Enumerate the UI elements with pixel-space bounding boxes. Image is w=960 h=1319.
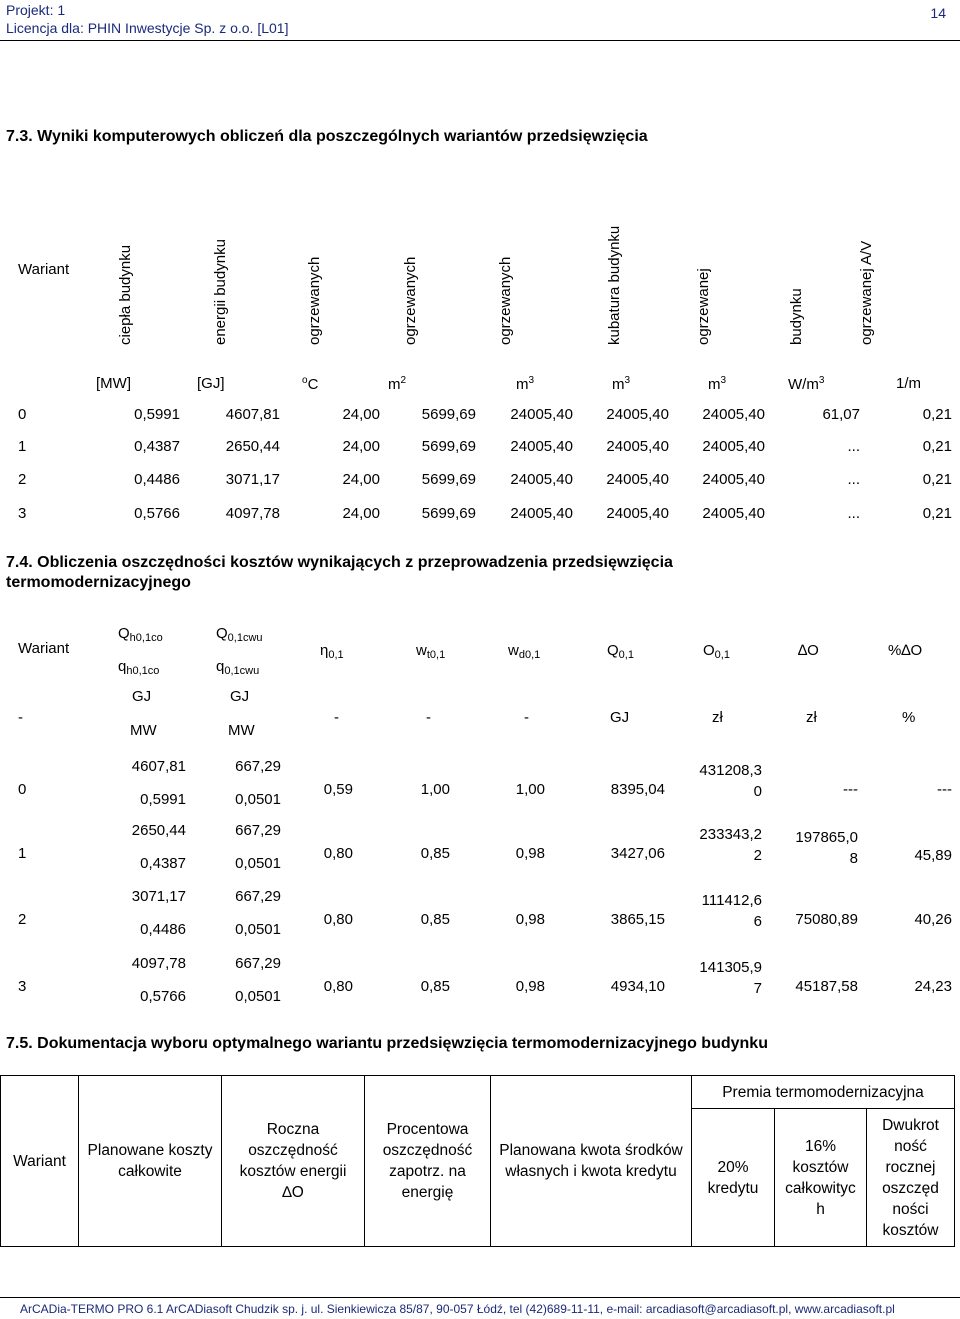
- table-cell: 5699,69: [421, 406, 476, 423]
- table-cell: 4607,81: [225, 406, 280, 423]
- unit-cell: $W/m^3$: [788, 375, 825, 393]
- footer-rule: [0, 1297, 960, 1298]
- table-cell: 24005,40: [702, 438, 765, 455]
- table-cell: 24,00: [342, 438, 380, 455]
- q1b-value: 0,4387: [140, 855, 186, 872]
- row-variant: 1: [18, 845, 27, 862]
- q01-value: 8395,04: [610, 781, 665, 798]
- percent-delta-o-value: 24,23: [914, 978, 952, 995]
- unit-cell: [MW]: [96, 375, 131, 392]
- table-cell: 0,5991: [134, 406, 180, 423]
- col-premia-dwukrotnosc: Dwukrot ność rocznej oszczęd ności kosztów: [867, 1109, 955, 1247]
- wt-value: 0,85: [420, 845, 450, 862]
- table-cell: 0,21: [922, 406, 952, 423]
- delta-o-value: 45187,58: [795, 978, 858, 995]
- col-header-4: [402, 180, 512, 345]
- unit-wd: -: [524, 709, 529, 726]
- table-cell: 24005,40: [510, 406, 573, 423]
- o01-value-line1: 111412,6: [701, 892, 762, 909]
- unit-percent: %: [902, 709, 916, 726]
- table-cell: ...: [847, 471, 860, 488]
- wd-value: 0,98: [515, 845, 545, 862]
- wd-header: $w_{d0,1}$: [508, 642, 541, 661]
- o01-value-line1: 431208,3: [699, 762, 762, 779]
- table-cell: 24005,40: [606, 438, 669, 455]
- percent-delta-o-header: %∆O: [888, 642, 923, 659]
- col-header-label: ogrzewanych: [402, 256, 419, 345]
- q2-value: 667,29: [235, 888, 281, 905]
- wt-value: 0,85: [420, 911, 450, 928]
- table-cell: 24005,40: [510, 438, 573, 455]
- col-header-label: ogrzewanej: [695, 268, 712, 345]
- table-cell: ...: [847, 438, 860, 455]
- table-cell: 0,21: [922, 438, 952, 455]
- wd-value: 1,00: [515, 781, 545, 798]
- table-cell: 0,21: [922, 505, 952, 522]
- col-planowana-kwota: Planowana kwota środków własnych i kwota kredytu: [491, 1075, 692, 1247]
- table-cell: 24005,40: [702, 406, 765, 423]
- unit-dash: -: [18, 709, 23, 726]
- table-cell: 24,00: [342, 471, 380, 488]
- unit-o01: zł: [712, 709, 723, 726]
- table-cell: 0,4486: [134, 471, 180, 488]
- q1-value: 4607,81: [131, 758, 186, 775]
- o01-value-line2: 6: [753, 913, 762, 930]
- unit-mw-1: MW: [130, 722, 157, 739]
- q-h01co-header: $Q_{h0,1co}$: [118, 625, 163, 644]
- table-cell: 24005,40: [510, 471, 573, 488]
- col-header-label: ogrzewanych: [497, 256, 514, 345]
- col-header-label: ciepła budynku: [117, 244, 134, 345]
- col-header-label: ogrzewanych: [306, 256, 323, 345]
- unit-gj-1: GJ: [132, 688, 152, 705]
- q01-value: 4934,10: [610, 978, 665, 995]
- q1-value: 4097,78: [131, 955, 186, 972]
- table-cell: 61,07: [822, 406, 860, 423]
- table-cell: 24005,40: [606, 471, 669, 488]
- q-01cwu-header: $Q_{0,1cwu}$: [216, 625, 263, 644]
- table-cell: 5699,69: [421, 471, 476, 488]
- footer-text: ArCADia-TERMO PRO 6.1 ArCADiasoft Chudzik sp. j. ul. Sienkiewicza 85/87, 90-057 Łódź, tel (42)689-11-11, e-mail: arcadiasoft@arcadiasoft.pl, www.arcadiasoft.pl: [20, 1302, 895, 1316]
- table-cell: 2650,44: [225, 438, 280, 455]
- unit-cell: $^o$C: [302, 375, 319, 393]
- unit-wt: -: [426, 709, 431, 726]
- delta-o-value: 75080,89: [795, 911, 858, 928]
- q2-value: 667,29: [235, 822, 281, 839]
- roczna-delta-o: ∆O: [282, 1184, 304, 1201]
- delta-o-line2: 8: [849, 850, 858, 867]
- col-premia-20: 20% kredytu: [692, 1109, 775, 1247]
- section-7-4-title-line2: termomodernizacyjnego: [6, 574, 191, 591]
- col-procentowa-oszczednosc: Procentowa oszczędność zapotrz. na energię: [365, 1075, 491, 1247]
- table-cell: 5699,69: [421, 505, 476, 522]
- col-planowane-koszty: Planowane koszty całkowite: [79, 1075, 222, 1247]
- row-variant: 0: [18, 781, 27, 798]
- col-header-label: budynku: [788, 288, 805, 345]
- eta-value: 0,80: [323, 911, 353, 928]
- header-rule: [0, 40, 960, 41]
- wt-value: 0,85: [420, 978, 450, 995]
- premia-header: Premia termomodernizacyjna: [692, 1075, 955, 1109]
- unit-cell: $m^3$: [516, 375, 535, 393]
- q1b-value: 0,5991: [140, 791, 186, 808]
- q01-value: 3865,15: [610, 911, 665, 928]
- unit-cell: $m^3$: [708, 375, 727, 393]
- unit-cell: $m^2$: [388, 375, 407, 393]
- wd-value: 0,98: [515, 911, 545, 928]
- q2b-value: 0,0501: [235, 791, 281, 808]
- q01-value: 3427,06: [610, 845, 665, 862]
- row-variant: 2: [18, 471, 27, 488]
- unit-mw-2: MW: [228, 722, 255, 739]
- o01-value-line2: 0: [753, 783, 762, 800]
- row-variant: 0: [18, 406, 27, 423]
- table-cell: 24005,40: [606, 406, 669, 423]
- row-variant: 3: [18, 978, 27, 995]
- q01-header: $Q_{0,1}$: [607, 642, 634, 661]
- unit-cell: [GJ]: [197, 375, 225, 392]
- q2b-value: 0,0501: [235, 855, 281, 872]
- license-label: Licencja dla: PHIN Inwestycje Sp. z o.o. [L01]: [6, 20, 289, 36]
- table-cell: 24,00: [342, 505, 380, 522]
- col-header-label: energii budynku: [212, 239, 229, 345]
- col-premia-16: 16% kosztów całkowityc h: [775, 1109, 867, 1247]
- unit-cell: $m^3$: [612, 375, 631, 393]
- table-cell: 0,5766: [134, 505, 180, 522]
- q1b-value: 0,5766: [140, 988, 186, 1005]
- col-header-label: ogrzewanej A/V: [858, 240, 875, 345]
- q-01cwu-lower-header: $q_{0,1cwu}$: [216, 658, 260, 677]
- unit-cell: 1/m: [896, 375, 922, 392]
- table-cell: 0,21: [922, 471, 952, 488]
- unit-delta-o: zł: [806, 709, 817, 726]
- row-variant: 2: [18, 911, 27, 928]
- o01-value-line2: 2: [753, 847, 762, 864]
- table-cell: 4097,78: [225, 505, 280, 522]
- q2b-value: 0,0501: [235, 988, 281, 1005]
- wt-value: 1,00: [420, 781, 450, 798]
- q1-value: 3071,17: [131, 888, 186, 905]
- q2b-value: 0,0501: [235, 921, 281, 938]
- percent-delta-o-value: 40,26: [914, 911, 952, 928]
- percent-delta-o-value: ---: [937, 781, 952, 798]
- q1-value: 2650,44: [131, 822, 186, 839]
- page-number: 14: [930, 5, 946, 21]
- col-header-9: [858, 180, 960, 345]
- col-header-1: [117, 180, 227, 345]
- eta-header: $\eta_{0,1}$: [320, 642, 344, 661]
- eta-value: 0,80: [323, 845, 353, 862]
- table-cell: ...: [847, 505, 860, 522]
- col-header-5: [497, 180, 607, 345]
- wariant-header: Wariant: [18, 261, 70, 278]
- eta-value: 0,80: [323, 978, 353, 995]
- table-cell: 24005,40: [510, 505, 573, 522]
- unit-eta: -: [334, 709, 339, 726]
- q2-value: 667,29: [235, 955, 281, 972]
- wd-value: 0,98: [515, 978, 545, 995]
- project-label: Projekt: 1: [6, 2, 66, 18]
- table-cell: 24005,40: [606, 505, 669, 522]
- o01-header: $O_{0,1}$: [703, 642, 730, 661]
- q1b-value: 0,4486: [140, 921, 186, 938]
- row-variant: 1: [18, 438, 27, 455]
- delta-o-line1: 197865,0: [795, 829, 858, 846]
- q2-value: 667,29: [235, 758, 281, 775]
- q-h01co-lower-header: $q_{h0,1co}$: [118, 658, 160, 677]
- col-wariant: Wariant: [0, 1075, 79, 1247]
- row-variant: 3: [18, 505, 27, 522]
- table-cell: 24005,40: [702, 471, 765, 488]
- percent-delta-o-value: 45,89: [914, 847, 952, 864]
- wariant-header-74: Wariant: [18, 640, 70, 657]
- col-header-3: [306, 180, 416, 345]
- section-7-5-title: 7.5. Dokumentacja wyboru optymalnego wariantu przedsięwzięcia termomodernizacyjnego budynku: [6, 1035, 768, 1052]
- unit-q01: GJ: [610, 709, 630, 726]
- table-cell: 24,00: [342, 406, 380, 423]
- o01-value-line2: 7: [753, 980, 762, 997]
- o01-value-line1: 141305,9: [699, 959, 762, 976]
- wt-header: $w_{t0,1}$: [416, 642, 446, 661]
- unit-gj-2: GJ: [230, 688, 250, 705]
- o01-value-line1: 233343,2: [699, 826, 762, 843]
- table-cell: 24005,40: [702, 505, 765, 522]
- section-7-3-title: 7.3. Wyniki komputerowych obliczeń dla poszczególnych wariantów przedsięwzięcia: [6, 128, 648, 145]
- delta-o-header: ∆O: [798, 642, 819, 659]
- col-roczna-oszczednosc: Roczna oszczędność kosztów energii ∆O: [222, 1075, 365, 1247]
- col-header-label: kubatura budynku: [606, 225, 623, 345]
- section-7-4-title: 7.4. Obliczenia oszczędności kosztów wynikających z przeprowadzenia przedsięwzięcia: [6, 554, 673, 571]
- table-cell: 3071,17: [225, 471, 280, 488]
- eta-value: 0,59: [323, 781, 353, 798]
- table-cell: 5699,69: [421, 438, 476, 455]
- delta-o-value: ---: [843, 781, 858, 798]
- table-cell: 0,4387: [134, 438, 180, 455]
